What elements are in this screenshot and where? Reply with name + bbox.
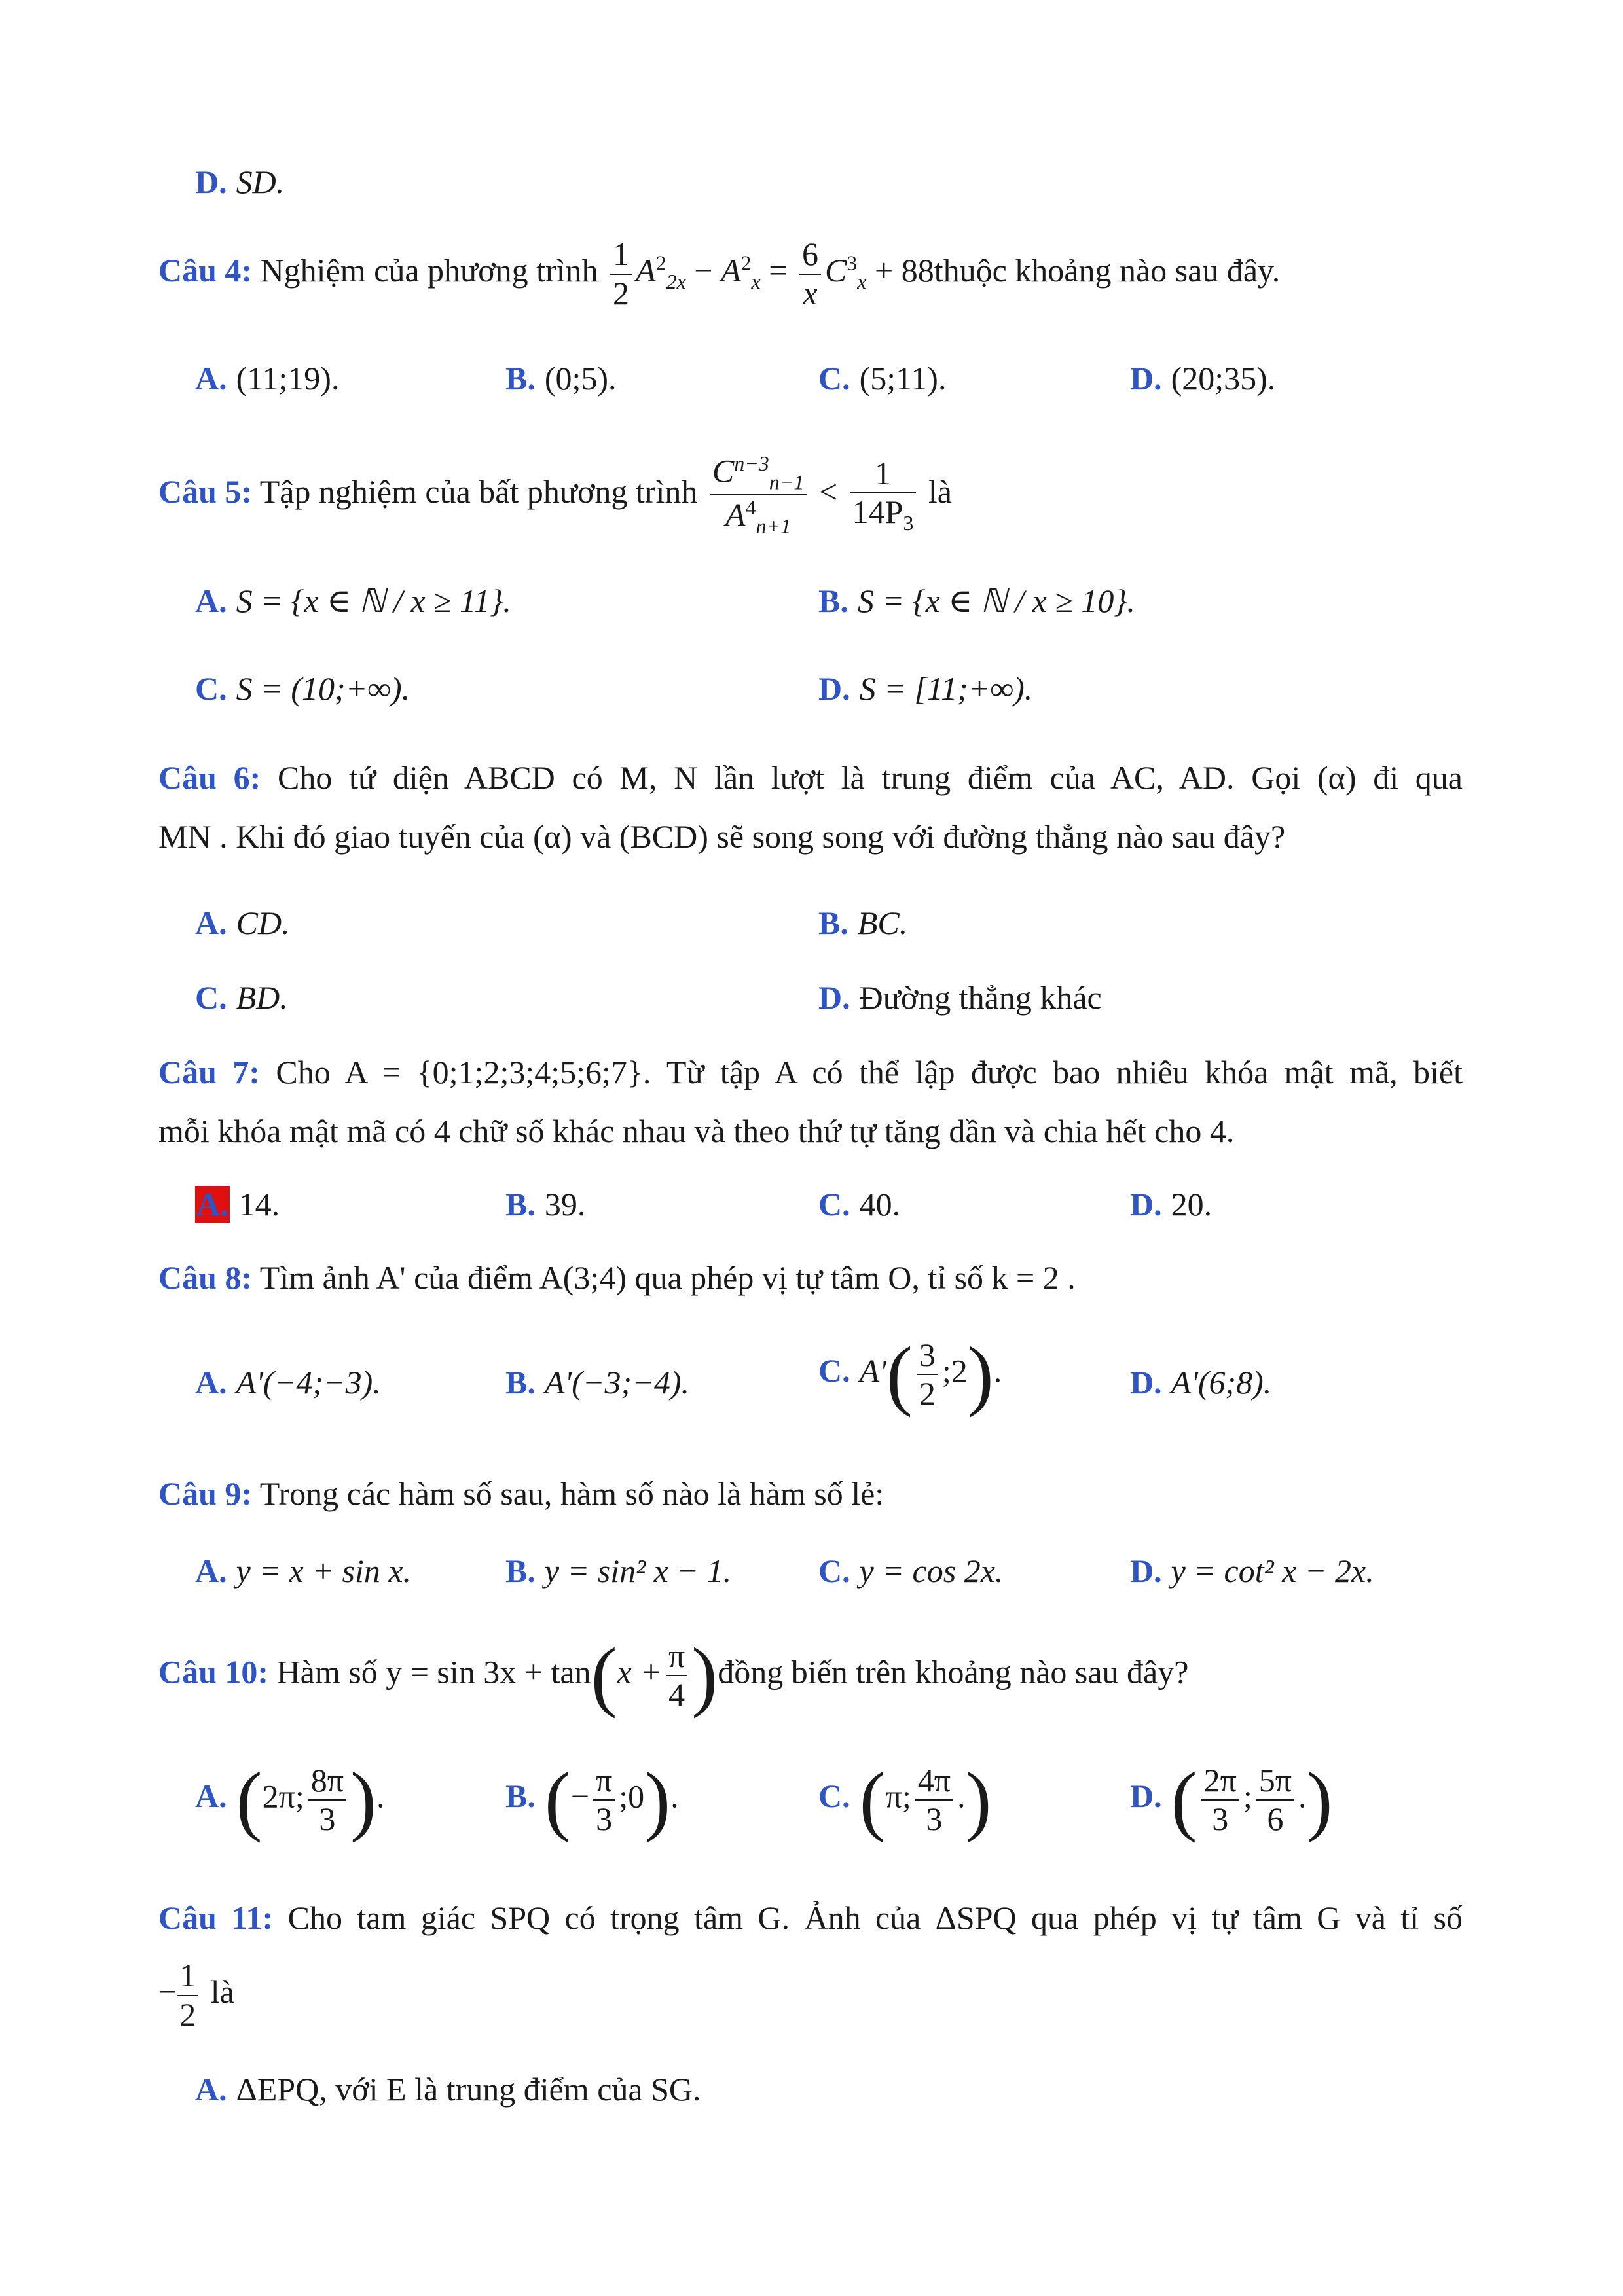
left-paren: ( — [591, 1632, 617, 1719]
right-paren: ) — [965, 1756, 992, 1843]
numerator: 3 — [917, 1336, 938, 1376]
question-label: Câu 4: — [158, 251, 253, 289]
question-text: Tập nghiệm của bất phương trình — [259, 473, 698, 510]
question-6-line-1 — [158, 758, 1463, 797]
superscript: 2 — [655, 251, 666, 275]
q5-option-b[interactable] — [818, 581, 1135, 620]
subscript: 2x — [666, 269, 686, 293]
subscript: x — [857, 269, 867, 293]
question-text: Cho tam giác SPQ có trọng tâm G. Ảnh của ΔSPQ qua phép vị tự tâm G và tỉ số — [287, 1899, 1463, 1936]
option-label: A. — [195, 1778, 227, 1815]
math-term: ;2 — [941, 1352, 968, 1390]
right-paren: ) — [350, 1756, 376, 1843]
q7-option-a[interactable] — [195, 1185, 280, 1224]
option-text: S = {x ∈ ℕ / x ≥ 10}. — [857, 583, 1135, 619]
math-term: C — [824, 251, 847, 289]
denominator: 2 — [919, 1375, 936, 1412]
fraction — [710, 452, 807, 539]
superscript: 2 — [740, 251, 752, 275]
question-text: Hàm số y = sin 3x + tan — [276, 1653, 591, 1691]
option-label: A. — [195, 1364, 227, 1401]
option-label: D. — [1130, 1552, 1162, 1589]
fraction — [1256, 1762, 1294, 1839]
numerator: 1 — [177, 1957, 198, 1996]
operator: − — [694, 251, 713, 289]
option-label: A. — [195, 2071, 227, 2108]
denominator: 2 — [179, 1996, 196, 2033]
option-label: D. — [1130, 1186, 1162, 1223]
option-text: SD. — [236, 164, 285, 200]
numerator: π — [666, 1638, 687, 1677]
math-term: A — [720, 251, 741, 289]
subscript: x — [751, 269, 761, 293]
question-6-line-2 — [158, 817, 1285, 856]
question-label: Câu 6: — [158, 759, 261, 796]
option-label: A. — [195, 360, 227, 397]
math-term: A — [725, 497, 746, 534]
question-9 — [158, 1474, 884, 1513]
math-term: ; — [1243, 1778, 1252, 1815]
math-term: . — [670, 1778, 679, 1815]
option-label: B. — [505, 1778, 536, 1815]
q6-option-b[interactable] — [818, 903, 907, 942]
q9-option-a[interactable] — [195, 1551, 411, 1590]
option-text: y = cot² x − 2x. — [1171, 1552, 1374, 1589]
q10-option-d[interactable] — [1130, 1756, 1333, 1843]
q7-option-b[interactable] — [505, 1185, 585, 1224]
q7-option-c[interactable] — [818, 1185, 900, 1224]
math-term: 2π; — [262, 1778, 304, 1815]
q10-option-c[interactable] — [818, 1756, 992, 1843]
option-label: D. — [1130, 1364, 1162, 1401]
q8-option-d[interactable] — [1130, 1363, 1271, 1402]
denominator: 2 — [613, 274, 630, 312]
question-text: đồng biến trên khoảng nào sau đây? — [718, 1653, 1189, 1691]
option-text: A'(6;8). — [1171, 1364, 1272, 1401]
math-term: 14P — [852, 493, 903, 531]
numerator: 1 — [850, 455, 917, 494]
q8-option-a[interactable] — [195, 1363, 381, 1402]
math-term: . — [957, 1778, 966, 1815]
math-term: . — [993, 1352, 1002, 1390]
question-label: Câu 5: — [158, 473, 253, 510]
option-text: Đường thẳng khác — [859, 979, 1102, 1016]
question-label: Câu 7: — [158, 1054, 260, 1090]
question-text: Trong các hàm số sau, hàm số nào là hàm số lẻ: — [259, 1475, 884, 1512]
subscript: n−1 — [769, 470, 805, 494]
math-term: π; — [885, 1778, 911, 1815]
question-label: Câu 10: — [158, 1653, 269, 1691]
denominator: x — [803, 274, 818, 312]
option-text: CD. — [236, 905, 290, 941]
operator: − — [158, 1973, 177, 2010]
option-label: D. — [818, 670, 850, 707]
left-paren: ( — [1171, 1756, 1197, 1843]
math-term: − — [570, 1778, 590, 1815]
numerator: 2π — [1201, 1762, 1239, 1801]
q6-option-c[interactable] — [195, 978, 288, 1017]
question-text: thuộc khoảng nào sau đây. — [934, 251, 1281, 289]
math-term: . — [376, 1778, 385, 1815]
operator: = — [769, 251, 788, 289]
option-label: D. — [818, 979, 850, 1016]
denominator — [710, 495, 807, 538]
question-text: là — [928, 473, 952, 510]
option-label: D. — [195, 164, 227, 200]
option-text: y = sin² x − 1. — [544, 1552, 732, 1589]
option-text: 20. — [1171, 1186, 1213, 1223]
q11-option-a[interactable] — [195, 2070, 701, 2109]
q6-option-a[interactable] — [195, 903, 290, 942]
fraction — [917, 1336, 938, 1413]
option-label: B. — [505, 1364, 536, 1401]
q5-option-d[interactable] — [818, 669, 1032, 708]
q9-option-c[interactable] — [818, 1551, 1003, 1590]
question-7-line-2 — [158, 1111, 1234, 1151]
option-text: (5;11). — [859, 360, 947, 397]
question-text: Nghiệm của phương trình — [260, 251, 598, 289]
option-label: C. — [818, 1552, 850, 1589]
right-paren: ) — [1306, 1756, 1333, 1843]
q9-option-b[interactable] — [505, 1551, 731, 1590]
right-paren: ) — [967, 1331, 994, 1418]
q8-option-b[interactable] — [505, 1363, 689, 1402]
q4-option-d[interactable] — [1130, 359, 1275, 398]
q5-option-a[interactable] — [195, 581, 511, 620]
question-7-line-1 — [158, 1052, 1463, 1092]
left-paren: ( — [236, 1756, 263, 1843]
option-label: A. — [195, 583, 227, 619]
question-text: Cho tứ diện ABCD có M, N lần lượt là trung điểm của AC, AD. Gọi (α) đi qua — [278, 759, 1463, 796]
option-text: y = cos 2x. — [859, 1552, 1004, 1589]
option-label: B. — [505, 1186, 536, 1223]
option-text: (11;19). — [236, 360, 340, 397]
option-text: y = x + sin x. — [236, 1552, 412, 1589]
superscript: n−3 — [734, 452, 769, 475]
option-label: C. — [195, 979, 227, 1016]
option-text: 40. — [859, 1186, 901, 1223]
operator: < — [818, 473, 838, 510]
numerator — [710, 452, 807, 495]
question-8 — [158, 1258, 1076, 1297]
option-label: C. — [818, 1352, 850, 1390]
fraction — [1201, 1762, 1239, 1839]
operator: + 88 — [875, 251, 934, 289]
option-label: B. — [818, 905, 848, 941]
option-label: C. — [818, 1778, 850, 1815]
question-label: Câu 11: — [158, 1899, 274, 1936]
option-text: A'(−4;−3). — [236, 1364, 381, 1401]
question-5 — [158, 452, 952, 539]
option-text: S = {x ∈ ℕ / x ≥ 11}. — [236, 583, 511, 619]
q3-option-d[interactable] — [195, 162, 284, 202]
q4-option-b[interactable] — [505, 359, 617, 398]
question-text: Tìm ảnh A' của điểm A(3;4) qua phép vị tự tâm O, tỉ số k = 2 . — [259, 1259, 1076, 1296]
numerator: π — [593, 1762, 615, 1801]
numerator: 8π — [308, 1762, 346, 1801]
question-11-line-1 — [158, 1898, 1463, 1937]
right-paren: ) — [691, 1632, 718, 1719]
denominator: 4 — [668, 1676, 685, 1713]
question-label: Câu 8: — [158, 1259, 253, 1296]
fraction — [593, 1762, 615, 1839]
denominator: 3 — [596, 1801, 613, 1837]
subscript: n+1 — [756, 514, 792, 539]
fraction — [915, 1762, 953, 1839]
left-paren: ( — [544, 1756, 571, 1843]
option-label: A. — [195, 1552, 227, 1589]
fraction — [308, 1762, 346, 1839]
fraction — [799, 236, 821, 312]
option-text: 39. — [544, 1186, 586, 1223]
q7-option-d[interactable] — [1130, 1185, 1212, 1224]
question-11-line-2 — [158, 1957, 234, 2034]
math-term: . — [1298, 1778, 1307, 1815]
option-text: S = (10;+∞). — [236, 670, 410, 707]
question-4 — [158, 236, 1280, 312]
denominator — [850, 493, 917, 535]
option-label: B. — [818, 583, 848, 619]
option-text: A'(−3;−4). — [544, 1364, 690, 1401]
q6-option-d[interactable] — [818, 978, 1102, 1017]
q4-option-a[interactable] — [195, 359, 339, 398]
question-text: mỗi khóa mật mã có 4 chữ số khác nhau và theo thứ tự tăng dần và chia hết cho 4. — [158, 1113, 1235, 1149]
denominator: 3 — [926, 1801, 943, 1837]
q5-option-c[interactable] — [195, 669, 410, 708]
q8-option-c[interactable] — [818, 1331, 1002, 1418]
numerator: 5π — [1256, 1762, 1294, 1801]
option-text: BC. — [857, 905, 908, 941]
fraction — [610, 236, 632, 312]
denominator: 6 — [1267, 1801, 1284, 1837]
question-text: MN . Khi đó giao tuyến của (α) và (BCD) sẽ song song với đường thẳng nào sau đây? — [158, 818, 1286, 855]
option-label: C. — [818, 1186, 850, 1223]
subscript: 3 — [903, 511, 914, 535]
left-paren: ( — [859, 1756, 886, 1843]
numerator: 4π — [915, 1762, 953, 1801]
fraction — [177, 1957, 198, 2034]
option-label: C. — [818, 360, 850, 397]
numerator: 6 — [799, 236, 821, 275]
math-term: A' — [859, 1352, 886, 1390]
option-text: 14. — [238, 1186, 280, 1223]
math-term: C — [712, 452, 735, 490]
option-label: A. — [195, 905, 227, 941]
math-term: A — [636, 251, 656, 289]
q10-option-a[interactable] — [195, 1756, 385, 1843]
option-text: ΔEPQ, với E là trung điểm của SG. — [236, 2071, 701, 2108]
question-10 — [158, 1632, 1189, 1719]
left-paren: ( — [886, 1331, 913, 1418]
q10-option-b[interactable] — [505, 1756, 679, 1843]
math-term: ;0 — [619, 1778, 645, 1815]
denominator: 3 — [1212, 1801, 1229, 1837]
option-label: B. — [505, 1552, 536, 1589]
math-term: x + — [617, 1653, 662, 1691]
option-label: C. — [195, 670, 227, 707]
right-paren: ) — [644, 1756, 671, 1843]
superscript: 4 — [745, 495, 756, 520]
option-label: A. — [196, 1186, 228, 1223]
question-label: Câu 9: — [158, 1475, 253, 1512]
fraction — [666, 1638, 687, 1714]
q9-option-d[interactable] — [1130, 1551, 1374, 1590]
question-text: là — [210, 1973, 234, 2010]
question-text: Cho A = {0;1;2;3;4;5;6;7}. Từ tập A có thể lập được bao nhiêu khóa mật mã, biết — [276, 1054, 1463, 1090]
option-label: B. — [505, 360, 536, 397]
option-text: BD. — [236, 979, 288, 1016]
fraction — [850, 455, 917, 535]
option-text: (0;5). — [544, 360, 617, 397]
option-text: (20;35). — [1171, 360, 1276, 397]
numerator: 1 — [610, 236, 632, 275]
option-text: S = [11;+∞). — [859, 670, 1033, 707]
q4-option-c[interactable] — [818, 359, 946, 398]
superscript: 3 — [847, 251, 858, 275]
option-label: D. — [1130, 1778, 1162, 1815]
option-label: D. — [1130, 360, 1162, 397]
denominator: 3 — [319, 1801, 336, 1837]
